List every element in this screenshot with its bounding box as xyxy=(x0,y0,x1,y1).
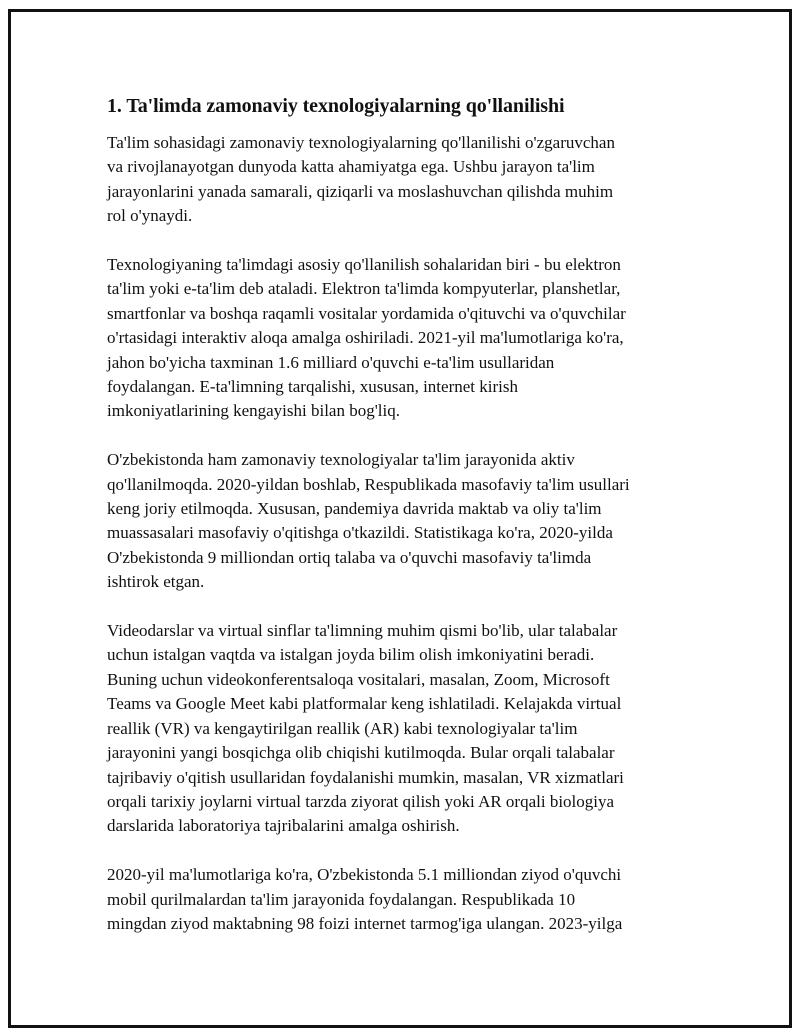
document-body xyxy=(107,92,692,936)
paragraph-mobile-statistics: 2020-yil ma'lumotlariga ko'ra, O'zbekistonda 5.1 milliondan ziyod o'quvchi mobil qurilmalardan ta'lim jarayonida foydalangan. Respublikada 10 mingdan ziyod maktabning 98 foizi internet tarmog'iga ulangan. 2023-yilga xyxy=(107,865,623,933)
paragraph-e-learning: Texnologiyaning ta'limdagi asosiy qo'llanilish sohalaridan biri - bu elektron ta'lim yoki e-ta'lim deb ataladi. Elektron ta'limda kompyuterlar, planshetlar, smartfonlar va boshqa raqamli vositalar yordamida o'qituvchi va o'quvchilar o'rtasidagi interaktiv aloqa amalga oshiriladi. 2021-yil ma'lumotlariga ko'ra, jahon bo'yicha taxminan 1.6 milliard o'quvchi e-ta'lim usullaridan foydalangan. E-ta'limning tarqalishi, xususan, internet kirish imkoniyatlarining kengayishi bilan bog'liq. xyxy=(107,255,626,421)
section-title: 1. Ta'limda zamonaviy texnologiyalarning qo'llanilishi xyxy=(107,95,565,117)
paragraph-uzbekistan-distance-learning: O'zbekistonda ham zamonaviy texnologiyalar ta'lim jarayonida aktiv qo'llanilmoqda. 2020-yildan boshlab, Respublikada masofaviy ta'lim usullari keng joriy etilmoqda. Xususan, pandemiya davrida maktab va oliy ta'lim muassasalari masofaviy o'qitishga o'tkazildi. Statistikaga ko'ra, 2020-yilda O'zbekistonda 9 milliondan ortiq talaba va o'quvchi masofaviy ta'limda ishtirok etgan. xyxy=(107,450,630,592)
paragraph-virtual-classes: Videodarslar va virtual sinflar ta'limning muhim qismi bo'lib, ular talabalar uchun istalgan vaqtda va istalgan joyda bilim olish imkoniyatini beradi. Buning uchun videokonferentsaloqa vositalari, masalan, Zoom, Microsoft Teams va Google Meet kabi platformalar keng ishlatiladi. Kelajakda virtual reallik (VR) va kengaytirilgan reallik (AR) kabi texnologiyalar ta'lim jarayonini yangi bosqichga olib chiqishi kutilmoqda. Bular orqali talabalar tajribaviy o'qitish usullaridan foydalanishi mumkin, masalan, VR xizmatlari orqali tarixiy joylarni virtual tarzda ziyorat qilish yoki AR orqali biologiya darslarida laboratoriya tajribalarini amalga oshirish. xyxy=(107,621,624,836)
paragraph-intro: Ta'lim sohasidagi zamonaviy texnologiyalarning qo'llanilishi o'zgaruvchan va rivojlanayotgan dunyoda katta ahamiyatga ega. Ushbu jarayon ta'lim jarayonlarini yanada samarali, qiziqarli va moslashuvchan qilishda muhim rol o'ynaydi. xyxy=(107,133,615,226)
